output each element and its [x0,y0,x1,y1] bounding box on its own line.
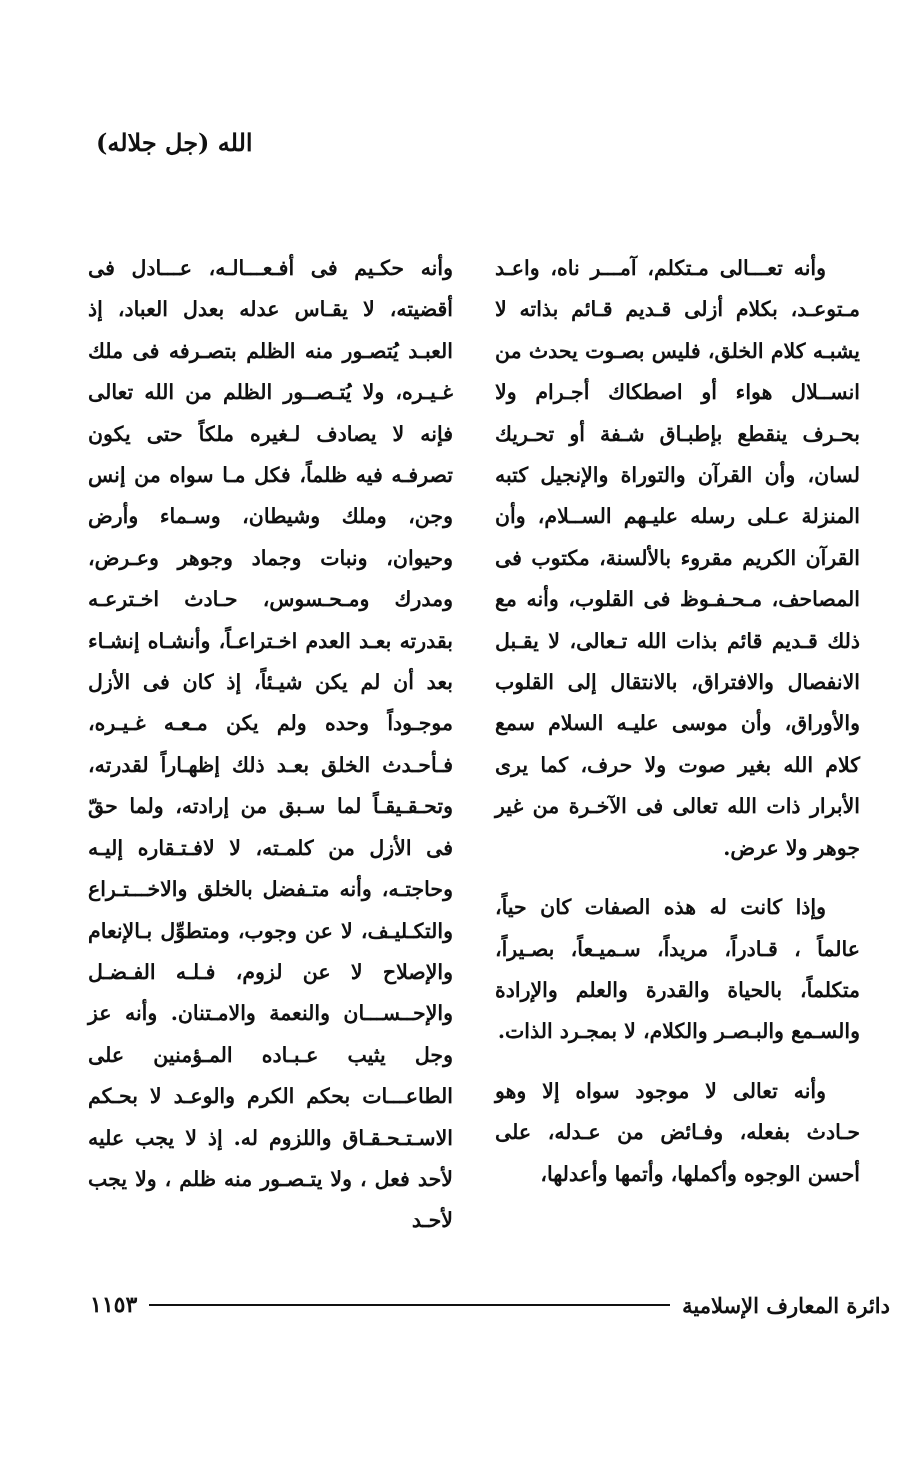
right-text-column [495,248,860,1195]
paragraph: وإذا كانت له هذه الصفات كان حياً، عالماً ، قـادراً، مريداً، سـميـعاً، بصـيراً، متكلماً، بالحياة والقدرة والعلم والإرادة والسـمع والبـصـر والكلام، لا بمجـرد الذات. [495,895,860,1044]
running-head: الله (جل جلاله) [96,128,253,157]
left-text-column [88,248,453,1242]
page-number: ١١٥٣ [90,1292,138,1318]
paragraph: وأنه تعالى لا موجود سواه إلا وهو حـادث بفعله، وفـائض من عـدله، على أحسن الوجوه وأكملها، وأتمها وأعدلها، [495,1078,860,1186]
paragraph: وأنه حكـيم فى أفـعـــالـه، عـــادل فى أقضيته، لا يقـاس عدله بعدل العباد، إذ العبـد يُتصـور منه الظلم بتصـرفه فى ملك غـيـره، ولا يُتـصــور الظلم من الله تعالى فإنه لا يصادف لـغيره ملكاً حتى يكون تصرفـه فيه ظلماً، فكل مـا سواه من إنس وجن، وملك وشيطان، وسـماء وأرض وحيوان، ونبات وجماد وجوهر وعـرض، ومدرك ومـحـسوس، حـادث اخـترعـه بقدرته بعـد العدم اخـتراعـاً، وأنشـاه إنشـاء بعد أن لم يكن شيـئاً، إذ كان فى الأزل موجـوداً وحده ولم يكن مـعـه غـيـره، فـأحـدث الخلق بعـد ذلك إظهـاراً لقدرته، وتحـقـيقـاً لما سـبق من إرادته، ولما حقّ فى الأزل من كلمـته، لا لافـتـقاره إليـه وحاجتـه، وأنه متـفضل بالخلق والاخـــتـراع والتكـليـف، لا عن وجوب، ومتطوِّل بـالإنعام والإصلاح لا عن لزوم، فـلـه الفـضـل والإحــســـان والنعمة والامـتنان. وأنه عز وجل يثيب عـبـاده المـؤمنين على الطاعـــات بحكم الكرم والوعـد لا بحـكم الاسـتـحـقـاق واللزوم له. إذ لا يجب عليه لأحد فعل ، ولا يتـصـور منه ظلم ، ولا يجب لأحـد [88,256,453,1233]
paragraph: وأنه تعـــالى مـتكلم، آمـــر ناه، واعـد مـتوعـد، بكلام أزلى قـديم قـائم بذاته لا يشبـه كلام الخلق، فليس بصـوت يحدث من انســلال هواء أو اصطكاك أجـرام ولا بحـرف ينقطع بإطبـاق شـفة أو تحـريك لسان، وأن القرآن والتوراة والإنجيل كتبه المنزلة عـلى رسله عليـهم الســلام، وأن القرآن الكريم مقروء بالألسنة، مكتوب فى المصاحف، مـحـفـوظ فى القلوب، وأنه مع ذلك قـديم قائم بذات الله تـعالى، لا يقـبل الانفصال والافتراق، بالانتقال إلى القلوب والأوراق، وأن موسى عليـه السلام سمع كلام الله بغير صوت ولا حرف، كما يرى الأبرار ذات الله تعالى فى الآخـرة من غير جوهر ولا عرض. [495,256,860,860]
footer-rule [149,1304,670,1306]
journal-title: دائرة المعارف الإسلامية [682,1292,890,1318]
page-footer [90,1285,890,1325]
